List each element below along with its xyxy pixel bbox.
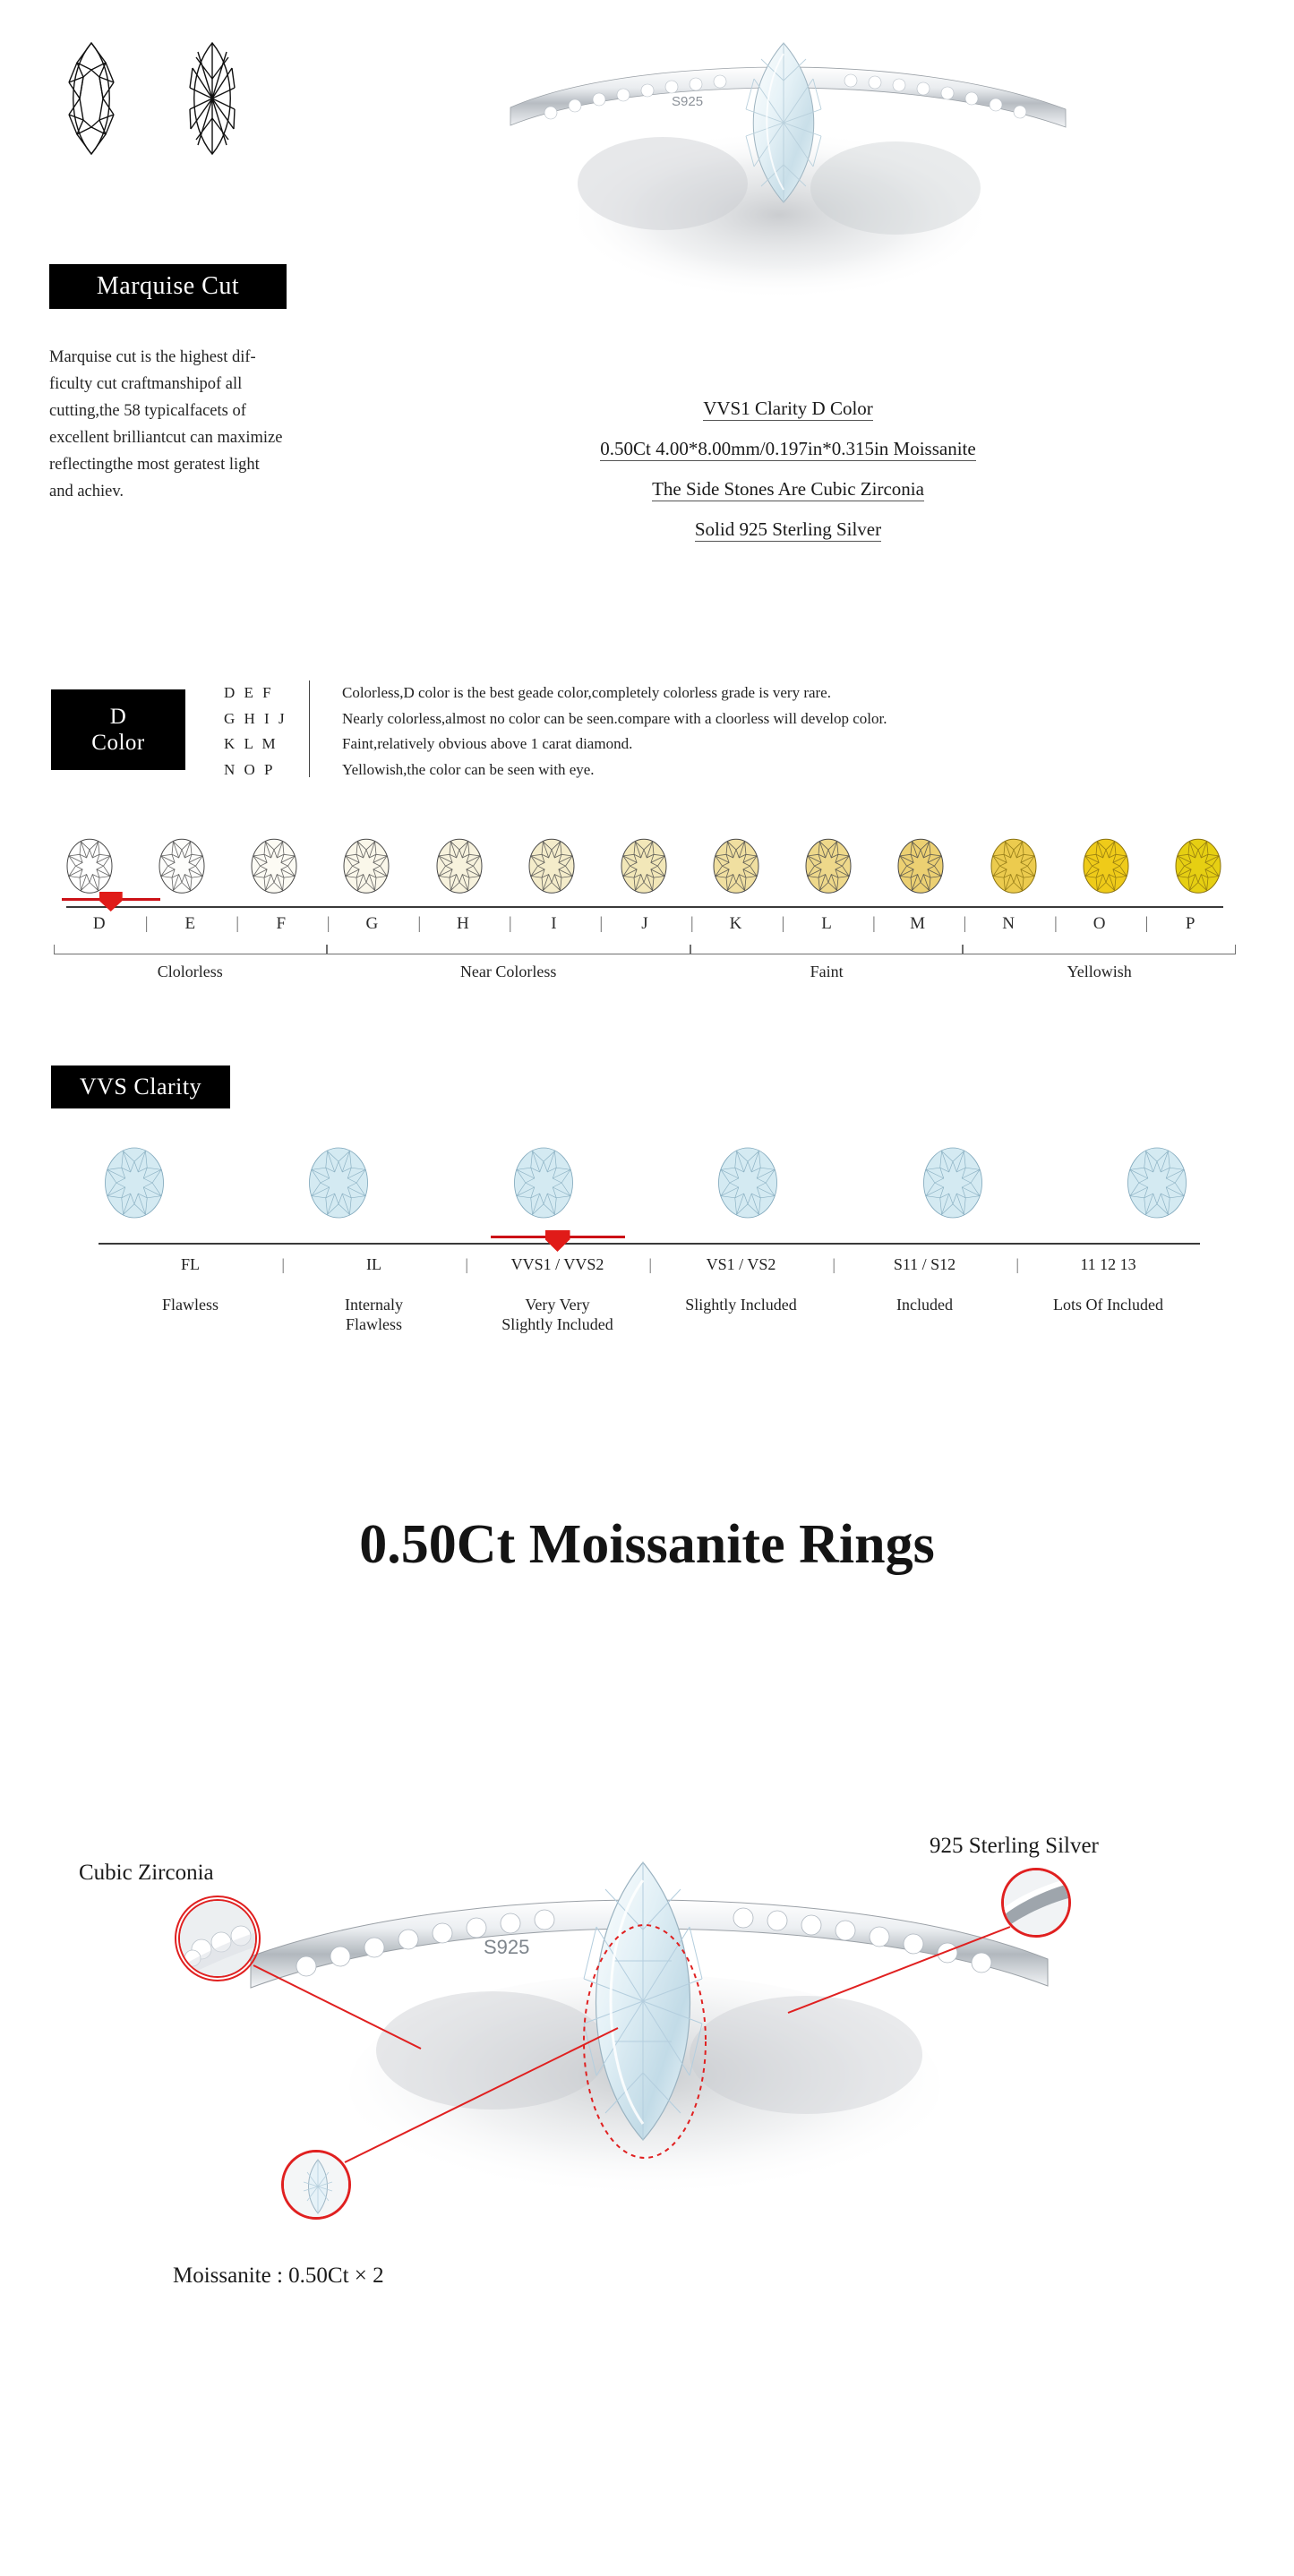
color-group-brackets: [54, 945, 1236, 986]
d-color-tag-line2: Color: [91, 731, 145, 755]
color-grade-desc-0: Colorless,D color is the best geade color,completely colorless grade is very rare.: [342, 684, 831, 701]
clarity-code-3: VS1 / VS2 |: [649, 1255, 833, 1274]
clarity-name-5: Lots Of Included: [1053, 1296, 1163, 1314]
sterling-silver-detail: [1002, 1869, 1070, 1937]
color-group-label-2: Faint: [810, 963, 844, 980]
hero-ring-image: [475, 27, 1101, 385]
color-scale-axis: [66, 906, 1223, 908]
color-gem-J: [621, 838, 669, 897]
hero-spec-3: Solid 925 Sterling Silver: [695, 519, 881, 542]
color-gem-K: [713, 838, 761, 897]
clarity-gem-row: [99, 1137, 1200, 1236]
color-gem-row: [54, 833, 1236, 897]
color-letter-K: K |: [690, 914, 782, 934]
color-gem-M: [897, 838, 946, 897]
color-gem-I: [528, 838, 577, 897]
clarity-name-2: Very Very Slightly Included: [501, 1296, 613, 1333]
marquise-outline-diamond-icon: [49, 36, 318, 161]
hero-spec-2: The Side Stones Are Cubic Zirconia: [652, 479, 924, 501]
color-gem-O: [1083, 838, 1131, 897]
clarity-name-row: [99, 1274, 1200, 1335]
color-letter-O: O |: [1054, 914, 1145, 934]
clarity-name-3: Slightly Included: [685, 1296, 797, 1314]
clarity-name-0: Flawless: [162, 1296, 219, 1314]
annotated-ring-image: [224, 1844, 1075, 2274]
color-group-label-3: Yellowish: [1067, 963, 1132, 980]
color-group-bracket-2: [690, 945, 964, 954]
moissanite-detail: [282, 2151, 350, 2219]
clarity-code-5: 11 12 13: [1080, 1255, 1136, 1273]
color-grade-letters-2: K L M: [224, 735, 279, 753]
clarity-code-row: [99, 1245, 1200, 1274]
color-gem-E: [159, 838, 207, 897]
color-letter-P: P: [1185, 914, 1195, 933]
clarity-name-1: Internaly Flawless: [345, 1296, 403, 1333]
color-gem-G: [343, 838, 391, 897]
color-grade-desc-2: Faint,relatively obvious above 1 carat diamond.: [342, 735, 633, 753]
clarity-code-1: IL |: [282, 1255, 466, 1274]
color-grade-desc-1: Nearly colorless,almost no color can be seen.compare with a cloorless will develop color.: [342, 709, 887, 727]
hero-spec-list: [430, 398, 1146, 560]
annotated-ring-diagram: [0, 1683, 1294, 2435]
color-letter-row: [54, 908, 1236, 934]
color-gem-P: [1175, 838, 1223, 897]
clarity-name-4: Included: [896, 1296, 953, 1314]
color-letter-F: F |: [236, 914, 327, 934]
color-gem-F: [251, 838, 299, 897]
vvs-clarity-tag-label: VVS Clarity: [79, 1074, 202, 1100]
annotated-ring-engraving: S925: [484, 1936, 530, 1958]
color-letter-N: N |: [963, 914, 1054, 934]
color-letter-H: H |: [417, 914, 509, 934]
d-color-tag-line1: D: [109, 704, 127, 729]
vvs-clarity-tag: [51, 1065, 230, 1108]
color-group-bracket-3: [963, 945, 1236, 954]
color-letter-I: I |: [509, 914, 600, 934]
color-letter-E: E |: [145, 914, 236, 934]
cubic-zirconia-detail: [178, 1899, 257, 1978]
color-gem-D: [66, 838, 115, 897]
product-title: 0.50Ct Moissanite Rings: [359, 1514, 935, 1575]
color-letter-J: J |: [599, 914, 690, 934]
color-grade-desc-3: Yellowish,the color can be seen with eye.: [342, 760, 595, 778]
color-grade-letters-0: D E F: [224, 684, 274, 701]
color-letter-M: M |: [872, 914, 964, 934]
color-gem-H: [436, 838, 484, 897]
marquise-cut-description: Marquise cut is the highest dif-ficulty cut craftmanshipof all cutting,the 58 typicalfacets of excellent brilliantcut can maximize reflectingthe most geratest light and achiev.: [49, 348, 283, 501]
clarity-gem-4: [917, 1147, 996, 1226]
color-letter-D: D |: [54, 914, 145, 934]
clarity-code-2: VVS1 / VVS2 |: [466, 1255, 649, 1274]
color-group-label-0: Clolorless: [157, 963, 223, 980]
annotation-label-sterling-silver: 925 Sterling Silver: [930, 1834, 1099, 1858]
color-grade-letters-1: G H I J: [224, 709, 287, 727]
color-gem-L: [805, 838, 853, 897]
annotation-label-cubic-zirconia: Cubic Zirconia: [79, 1861, 214, 1885]
clarity-code-4: S11 / S12 |: [833, 1255, 1016, 1274]
clarity-gem-3: [712, 1147, 791, 1226]
color-grade-scale: [54, 833, 1236, 1030]
clarity-scale-axis: [99, 1243, 1200, 1245]
color-table-divider: [309, 680, 310, 777]
marquise-cut-tag-label: Marquise Cut: [96, 272, 240, 300]
color-group-label-1: Near Colorless: [459, 963, 557, 980]
d-color-tag: [51, 689, 185, 770]
clarity-gem-0: [99, 1147, 177, 1226]
color-grade-descriptions: [342, 680, 1220, 783]
color-letter-G: G |: [327, 914, 418, 934]
color-grade-letters-column: [224, 680, 304, 783]
clarity-gem-1: [303, 1147, 381, 1226]
marquise-cut-tag: [49, 264, 287, 309]
clarity-code-0: FL |: [99, 1255, 282, 1274]
color-gem-N: [990, 838, 1039, 897]
hero-ring-engraving: S925: [672, 94, 704, 109]
color-group-bracket-0: [54, 945, 327, 954]
color-grade-letters-3: N O P: [224, 760, 276, 778]
hero-spec-0: VVS1 Clarity D Color: [703, 398, 873, 421]
clarity-gem-2: [508, 1147, 587, 1226]
color-group-bracket-1: [327, 945, 690, 954]
color-selected-marker: [62, 898, 160, 901]
annotation-label-moissanite: Moissanite : 0.50Ct × 2: [173, 2264, 384, 2288]
marquise-cut-icons: [49, 36, 318, 161]
clarity-selected-marker: [491, 1236, 625, 1238]
hero-spec-1: 0.50Ct 4.00*8.00mm/0.197in*0.315in Moissanite: [600, 439, 975, 461]
clarity-gem-5: [1121, 1147, 1200, 1226]
clarity-scale: [99, 1137, 1200, 1335]
color-letter-L: L |: [781, 914, 872, 934]
